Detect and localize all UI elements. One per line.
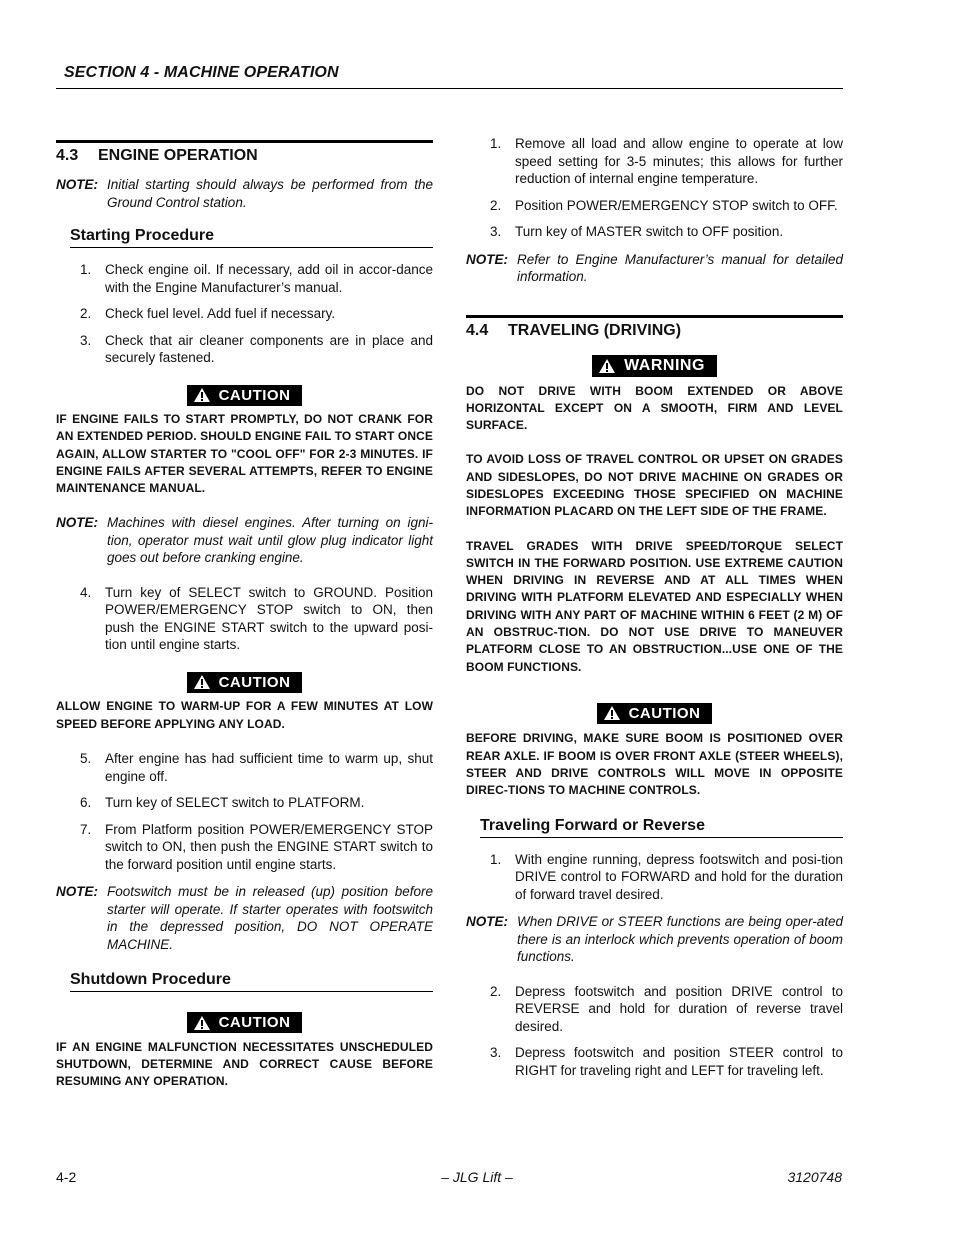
warning-triangle-icon [193,1015,211,1031]
step-text: Turn key of SELECT switch to GROUND. Position POWER/EMERGENCY STOP switch to ON, then push the ENGINE START switch to the upward posi-tion until engine starts. [105,584,433,653]
note-text: Footswitch must be in released (up) position before starter will operate. If starter operates with footswitch in the depressed position, DO NOT OPERATE MACHINE. [107,884,433,952]
step-text: Depress footswitch and position DRIVE control to REVERSE and hold for duration of reverse travel desired. [515,983,843,1034]
step-text: Check engine oil. If necessary, add oil in accor-dance with the Engine Manufacturer’s manual. [105,262,433,295]
warning-paragraph: TRAVEL GRADES WITH DRIVE SPEED/TORQUE SELECT SWITCH IN THE FORWARD POSITION. USE EXTREME CAUTION WHEN DRIVING IN REVERSE AND AT ALL TIMES WHEN DRIVING WITH PLATFORM ELEVATED AND ESPECIALLY WHEN DRIVING WITH ANY PART OF MACHINE WITHIN 6 FEET (2 M) OF AN OBSTRUC-TION. DO NOT USE DRIVE TO MANEUVER PLATFORM CLOSE TO AN OBSTRUCTION...USE ONE OF THE BOOM FUNCTIONS. [466,538,843,674]
warning-triangle-icon [598,358,616,374]
step-number: 2. [490,983,502,999]
step-number: 2. [490,197,502,213]
caution-text: IF AN ENGINE MALFUNCTION NECESSITATES UNSCHEDULED SHUTDOWN, DETERMINE AND CORRECT CAUSE BEFORE RESUMING ANY OPERATION. [56,1039,433,1089]
list-item [56,332,433,367]
caution-label: CAUTION [218,1014,291,1032]
list-item [56,584,433,654]
note-text: Machines with diesel engines. After turning on igni-tion, operator must wait until glow plug indicator light goes out before cranking engine. [107,515,433,566]
caution-badge-wrap [56,1012,433,1036]
note-label: NOTE: [466,251,508,267]
warning-triangle-icon [603,705,621,721]
warning-triangle-icon [193,387,211,403]
list-item [466,1044,843,1079]
note [466,913,843,966]
step-number: 1. [80,262,92,277]
section-rule [466,315,843,318]
warning-badge-wrap [466,355,843,379]
step-text: After engine has had sufficient time to warm up, shut engine off. [105,751,433,784]
step-text: From Platform position POWER/EMERGENCY STOP switch to ON, then push the ENGINE START switch to the forward position until engine starts. [105,821,433,872]
note-text: Refer to Engine Manufacturer’s manual for detailed information. [517,251,843,284]
caution-text: ALLOW ENGINE TO WARM-UP FOR A FEW MINUTES AT LOW SPEED BEFORE APPLYING ANY LOAD. [56,699,433,731]
step-number: 7. [80,821,92,837]
caution-badge [187,672,303,693]
warning-label: WARNING [624,356,705,374]
list-item [56,821,433,874]
step-number: 5. [80,751,92,767]
step-number: 3. [490,224,502,239]
shutdown-steps-list [466,135,843,241]
note-label: NOTE: [466,914,508,930]
note-text: Initial starting should always be performed from the Ground Control station. [107,177,433,210]
caution-label: CAUTION [218,673,291,691]
caution-badge-wrap [56,672,433,696]
note [56,176,433,211]
warning-paragraph: DO NOT DRIVE WITH BOOM EXTENDED OR ABOVE HORIZONTAL EXCEPT ON A SMOOTH, FIRM AND LEVEL SURFACE. [466,383,843,433]
step-text: Check fuel level. Add fuel if necessary. [105,306,336,321]
list-item [466,223,843,241]
section-title: ENGINE OPERATION [98,147,258,164]
note-text: When DRIVE or STEER functions are being oper-ated there is an interlock which prevents operation of boom functions. [517,914,843,965]
subheading-shutdown-procedure: Shutdown Procedure [70,971,433,992]
subheading-starting-procedure: Starting Procedure [70,227,433,248]
step-text: Check that air cleaner components are in place and securely fastened. [105,332,433,365]
note [56,883,433,953]
step-text: Depress footswitch and position STEER control to RIGHT for traveling right and LEFT for traveling left. [515,1045,843,1078]
travel-steps-list [466,983,843,1080]
step-text: Turn key of MASTER switch to OFF position. [515,224,784,239]
starting-steps-list-continued [56,750,433,873]
list-item [466,983,843,1036]
list-item [466,197,843,215]
step-number: 6. [80,795,92,811]
subheading-traveling-forward-reverse: Traveling Forward or Reverse [480,817,843,838]
step-text: Position POWER/EMERGENCY STOP switch to OFF. [515,197,838,213]
page-header-title: SECTION 4 - MACHINE OPERATION [64,64,339,81]
list-item [56,750,433,785]
warning-paragraph: TO AVOID LOSS OF TRAVEL CONTROL OR UPSET ON GRADES AND SIDESLOPES, DO NOT DRIVE MACHINE ON GRADES OR SIDESLOPES EXCEEDING THOSE SPECIFIED ON MACHINE INFORMATION PLACARD ON THE LEFT SIDE OF THE FRAME. [466,452,843,519]
section-number: 4.3 [56,147,79,164]
footer-doc-number: 3120748 [787,1169,842,1185]
step-number: 1. [490,136,502,151]
caution-badge [187,385,303,406]
list-item [466,851,843,904]
left-column [56,140,433,1090]
note-label: NOTE: [56,177,98,192]
caution-badge-wrap [56,385,433,409]
footer-brand: – JLG Lift – [441,1169,513,1185]
step-text: With engine running, depress footswitch and posi-tion DRIVE control to FORWARD and hold for the duration of forward travel desired. [515,851,843,902]
note [466,251,843,286]
caution-text: BEFORE DRIVING, MAKE SURE BOOM IS POSITIONED OVER REAR AXLE. IF BOOM IS OVER FRONT AXLE (STEER WHEELS), STEER AND DRIVE CONTROLS WILL MOVE IN OPPOSITE DIREC-TIONS TO MACHINE CONTROLS. [466,731,843,798]
caution-label: CAUTION [628,704,701,722]
note [56,514,433,567]
note-label: NOTE: [56,515,98,531]
caution-badge [187,1012,303,1033]
step-number: 2. [80,306,92,321]
footer-page-number: 4-2 [56,1169,77,1185]
step-text: Turn key of SELECT switch to PLATFORM. [105,795,365,811]
list-item [56,261,433,296]
list-item [56,794,433,812]
step-text: Remove all load and allow engine to operate at low speed setting for 3-5 minutes; this allows for further reduction of internal engine temperature. [515,136,843,186]
section-number: 4.4 [466,321,489,339]
list-item [466,135,843,188]
section-heading-traveling [466,322,843,340]
step-number: 3. [490,1045,502,1061]
note-label: NOTE: [56,884,98,900]
step-number: 1. [490,851,502,867]
header-rule [56,88,843,89]
right-column [466,135,843,1079]
caution-badge [597,703,713,724]
warning-badge [592,355,717,377]
step-number: 3. [80,332,92,348]
section-heading-engine-operation [56,147,433,165]
starting-steps-list [56,261,433,367]
caution-badge-wrap [466,703,843,727]
section-title: TRAVELING (DRIVING) [508,321,682,339]
list-item [56,305,433,323]
caution-label: CAUTION [218,386,291,404]
section-rule [56,140,433,143]
warning-triangle-icon [193,674,211,690]
step-number: 4. [80,584,92,600]
caution-text: IF ENGINE FAILS TO START PROMPTLY, DO NOT CRANK FOR AN EXTENDED PERIOD. SHOULD ENGINE FAIL TO START ONCE AGAIN, ALLOW STARTER TO "COOL OFF" FOR 2-3 MINUTES. IF ENGINE FAILS AFTER SEVERAL ATTEMPTS, REFER TO ENGINE MAINTENANCE MANUAL. [56,412,433,496]
